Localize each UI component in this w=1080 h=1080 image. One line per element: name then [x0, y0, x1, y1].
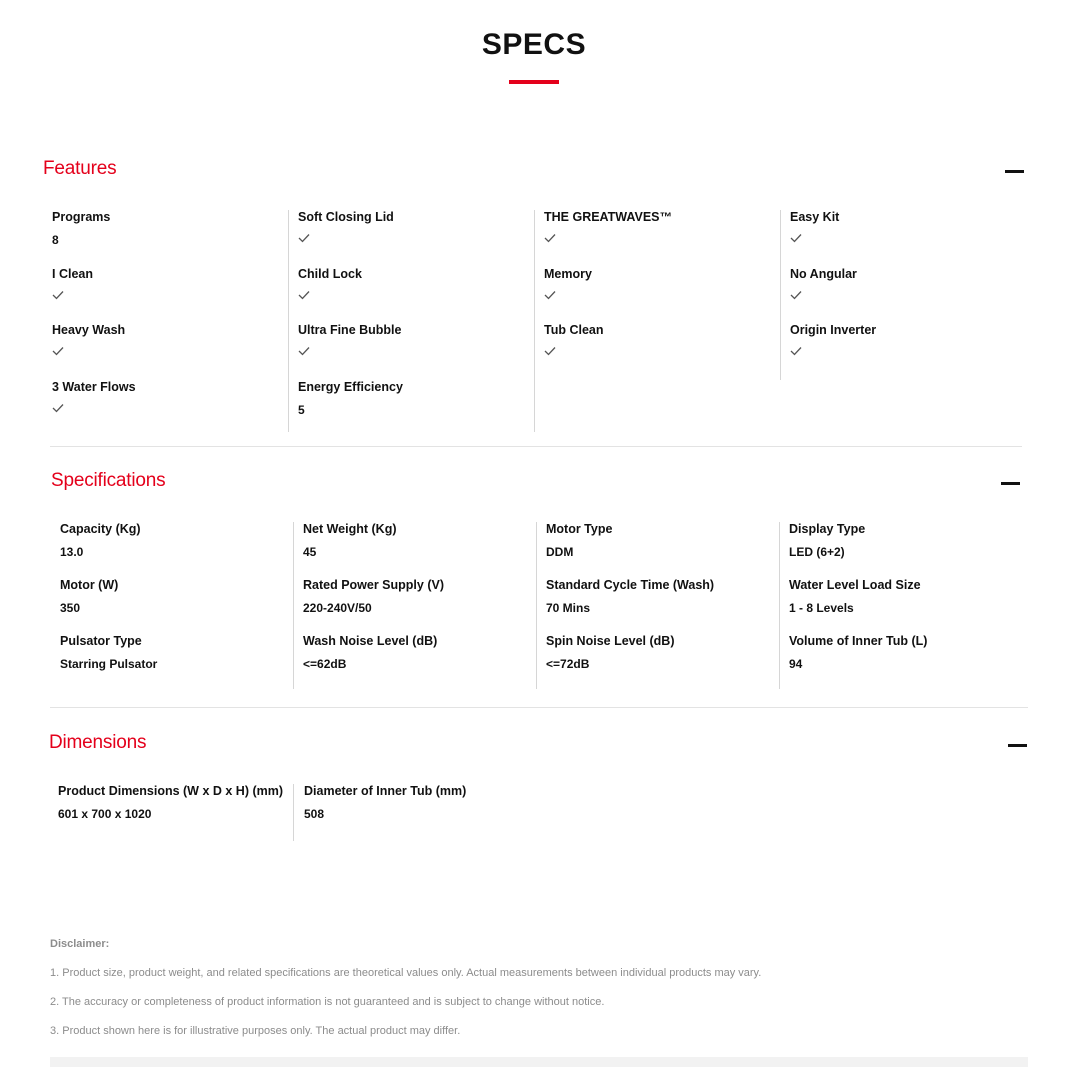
features-column [780, 210, 1026, 380]
spec-item [52, 267, 288, 324]
spec-item [60, 634, 293, 690]
spec-label: Tub Clean [544, 323, 604, 337]
spec-item [789, 578, 1022, 634]
features-title: Features [43, 158, 117, 179]
spec-value: <=62dB [303, 657, 347, 671]
check-icon [544, 290, 556, 300]
spec-item [544, 267, 780, 324]
specifications-divider [50, 707, 1028, 708]
spec-label: Origin Inverter [790, 323, 877, 337]
spec-label: Product Dimensions (W x D x H) (mm) [58, 784, 284, 798]
spec-item [546, 522, 779, 578]
features-divider [50, 446, 1022, 447]
spec-item [304, 784, 538, 841]
spec-label: Diameter of Inner Tub (mm) [304, 784, 467, 798]
spec-value: 45 [303, 545, 317, 559]
spec-value: 70 Mins [546, 601, 591, 615]
spec-item [60, 522, 293, 578]
spec-item [790, 210, 1026, 267]
check-icon [790, 346, 802, 356]
specifications-grid [60, 522, 1022, 689]
spec-value: 350 [60, 601, 81, 615]
spec-label: Soft Closing Lid [298, 210, 394, 224]
dimensions-title: Dimensions [49, 732, 147, 753]
check-icon [298, 233, 310, 243]
spec-item [298, 380, 534, 437]
features-column [534, 210, 780, 432]
disclaimer-line: 2. The accuracy or completeness of product information is not guaranteed and is subject to change without notice. [50, 996, 605, 1008]
spec-label: 3 Water Flows [52, 379, 136, 394]
page-title: SPECS [481, 28, 587, 61]
specifications-column [536, 522, 779, 689]
spec-label: Standard Cycle Time (Wash) [546, 578, 715, 592]
spec-label: Memory [544, 266, 592, 281]
spec-label: THE GREATWAVES™ [544, 210, 673, 224]
spec-item [303, 578, 536, 634]
features-collapse-icon[interactable] [1005, 170, 1024, 173]
spec-label: Display Type [789, 522, 866, 536]
spec-value: LED (6+2) [789, 545, 845, 559]
spec-value: 94 [789, 657, 803, 671]
spec-value: 13.0 [60, 545, 84, 559]
specifications-column [779, 522, 1022, 689]
disclaimer-line: 1. Product size, product weight, and related specifications are theoretical values only. Actual measurements between individual products may vary. [50, 967, 762, 979]
spec-label: Heavy Wash [52, 323, 126, 337]
title-underline [509, 80, 559, 84]
check-icon [544, 233, 556, 243]
spec-item [544, 323, 780, 380]
check-icon [298, 290, 310, 300]
features-grid [52, 210, 1026, 432]
spec-label: Volume of Inner Tub (L) [789, 634, 928, 648]
spec-item [52, 380, 288, 437]
spec-label: Motor (W) [60, 578, 119, 592]
spec-label: Pulsator Type [60, 634, 142, 648]
spec-item [546, 578, 779, 634]
spec-label: Ultra Fine Bubble [298, 323, 402, 337]
disclaimer-line: 3. Product shown here is for illustrative purposes only. The actual product may differ. [50, 1025, 461, 1037]
check-icon [790, 290, 802, 300]
spec-item [303, 522, 536, 578]
spec-item [789, 634, 1022, 690]
check-icon [52, 290, 64, 300]
check-icon [52, 346, 64, 356]
specifications-column [60, 522, 293, 689]
spec-value: 1 - 8 Levels [789, 601, 854, 615]
spec-item [790, 323, 1026, 380]
specifications-collapse-icon[interactable] [1001, 482, 1020, 485]
check-icon [298, 346, 310, 356]
spec-item [298, 210, 534, 267]
check-icon [544, 346, 556, 356]
check-icon [790, 233, 802, 243]
dimensions-grid [58, 784, 538, 841]
spec-value: DDM [546, 545, 574, 559]
spec-item [303, 634, 536, 690]
spec-label: Capacity (Kg) [60, 522, 141, 536]
footer-bar [50, 1057, 1028, 1067]
check-icon [52, 403, 64, 413]
spec-label: Water Level Load Size [789, 578, 921, 592]
dimensions-column [293, 784, 538, 841]
disclaimer [50, 938, 761, 1054]
specifications-column [293, 522, 536, 689]
spec-item [298, 323, 534, 380]
features-column [52, 210, 288, 432]
spec-item [789, 522, 1022, 578]
dimensions-collapse-icon[interactable] [1008, 744, 1027, 747]
spec-item [546, 634, 779, 690]
features-column [288, 210, 534, 432]
spec-item [58, 784, 293, 841]
spec-label: I Clean [52, 266, 93, 281]
spec-label: Easy Kit [790, 210, 840, 224]
spec-value: <=72dB [546, 657, 590, 671]
spec-item [52, 323, 288, 380]
spec-item [298, 267, 534, 324]
spec-item [544, 210, 780, 267]
specifications-title: Specifications [51, 470, 166, 491]
spec-label: Programs [52, 210, 111, 224]
spec-label: No Angular [790, 266, 857, 281]
spec-value: 601 x 700 x 1020 [58, 807, 152, 821]
spec-label: Net Weight (Kg) [303, 522, 397, 536]
spec-value: 508 [304, 807, 325, 821]
spec-label: Rated Power Supply (V) [303, 578, 444, 592]
spec-item [790, 267, 1026, 324]
spec-value: Starring Pulsator [60, 657, 158, 671]
spec-label: Wash Noise Level (dB) [303, 634, 438, 648]
spec-label: Child Lock [298, 266, 362, 281]
spec-label: Motor Type [546, 522, 613, 536]
spec-item [60, 578, 293, 634]
spec-label: Spin Noise Level (dB) [546, 634, 675, 648]
disclaimer-title: Disclaimer: [50, 938, 110, 950]
spec-value: 5 [298, 402, 305, 417]
spec-label: Energy Efficiency [298, 379, 403, 394]
spec-value: 220-240V/50 [303, 601, 372, 615]
dimensions-column [58, 784, 293, 841]
spec-item [52, 210, 288, 267]
spec-value: 8 [52, 233, 59, 247]
